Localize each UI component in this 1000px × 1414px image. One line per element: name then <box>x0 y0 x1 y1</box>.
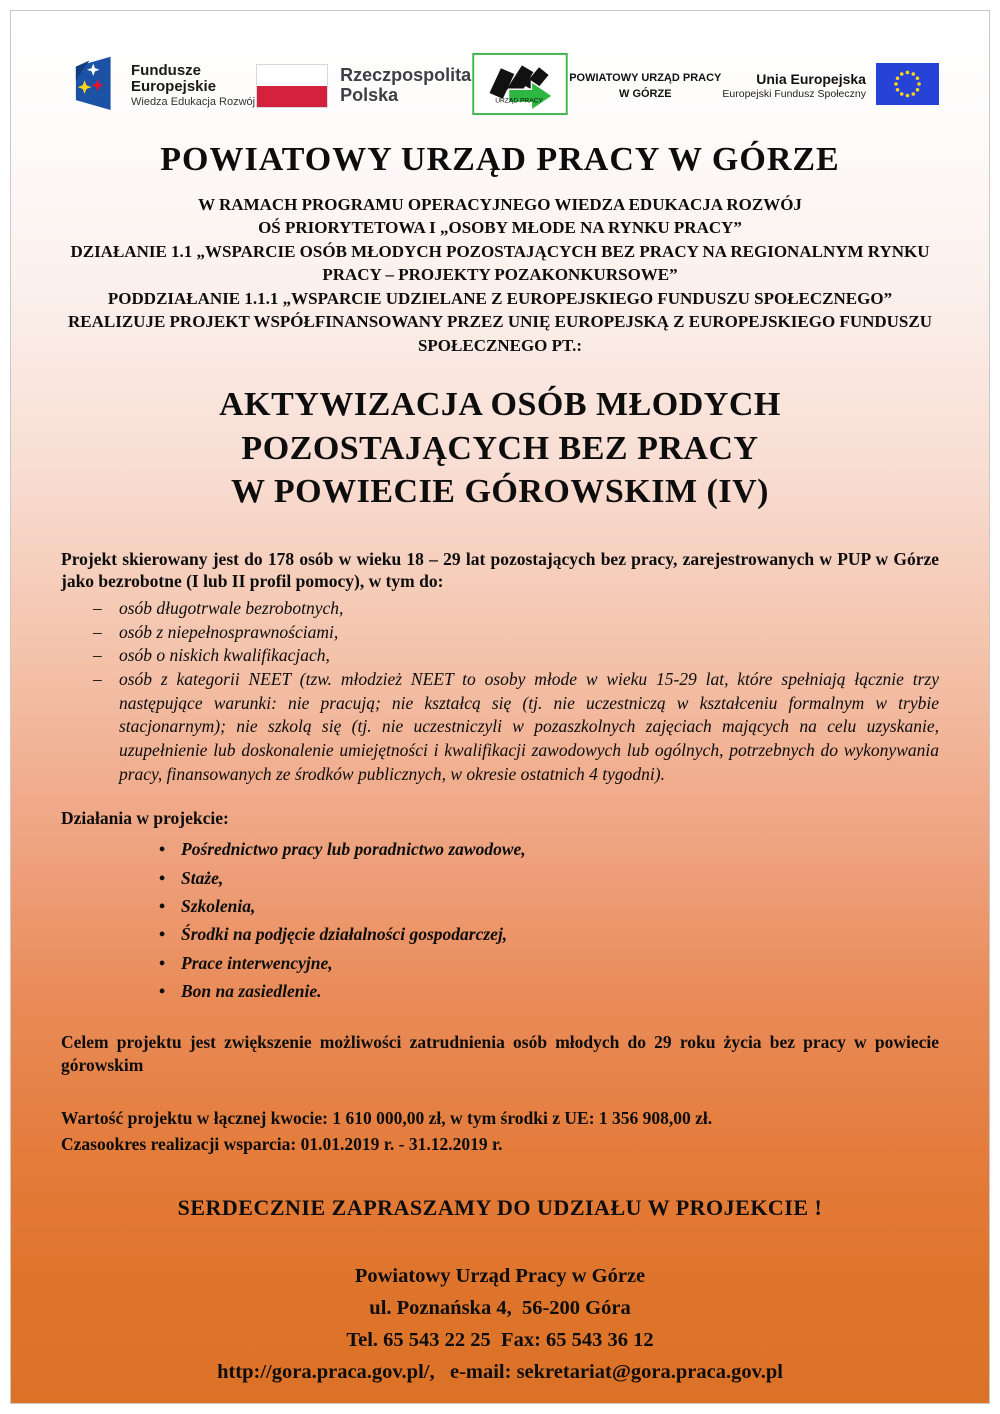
bullet-marker: • <box>159 867 166 888</box>
invitation-line: SERDECZNIE ZAPRASZAMY DO UDZIAŁU W PROJEKCIE ! <box>177 1195 823 1221</box>
project-title-line: POZOSTAJĄCYCH BEZ PRACY <box>241 429 759 467</box>
office-line1: POWIATOWY URZĄD PRACY <box>569 71 722 84</box>
contact-phone-fax: Tel. 65 543 22 25 Fax: 65 543 36 12 <box>346 1328 654 1351</box>
project-value-line: Wartość projektu w łącznej kwocie: 1 610 000,00 zł, w tym środki z UE: 1 356 908,00 zł. <box>61 1107 713 1128</box>
eu-funds-flag-icon <box>61 53 123 120</box>
target-group-text: osób z niepełnosprawnościami, <box>119 621 339 642</box>
activity-item <box>61 920 939 948</box>
intro-paragraph: Projekt skierowany jest do 178 osób w wieku 18 – 29 lat pozostających bez pracy, zarejestrowanych w PUP w Górze jako bezrobotne (I lub II profil pomocy), w tym do: <box>61 548 939 592</box>
project-title-line: W POWIECIE GÓROWSKIM (IV) <box>231 473 769 511</box>
target-group-text: osób długotrwale bezrobotnych, <box>119 598 344 619</box>
target-group-text: osób o niskich kwalifikacjach, <box>119 645 330 666</box>
urzad-pracy-icon <box>472 53 568 120</box>
eu-flag-icon <box>876 63 939 110</box>
program-block <box>61 193 939 357</box>
activity-text: Szkolenia, <box>181 895 256 916</box>
dash-marker: – <box>93 645 102 666</box>
dash-marker: – <box>93 598 102 619</box>
urzad-pracy-logo <box>472 53 568 120</box>
dash-marker: – <box>93 621 102 642</box>
eu-subtitle: Europejski Fundusz Społeczny <box>722 88 866 101</box>
dash-marker: – <box>93 669 102 690</box>
rzeczpospolita-polska-logo <box>256 64 471 108</box>
eu-text <box>722 71 866 100</box>
bullet-marker: • <box>159 895 166 916</box>
value-block <box>61 1105 939 1158</box>
project-title <box>61 383 939 514</box>
activities-heading: Działania w projekcie: <box>61 808 229 829</box>
fe-title-line1: Fundusze <box>131 61 201 79</box>
contact-address: ul. Poznańska 4, 56-200 Góra <box>369 1297 631 1320</box>
program-line: DZIAŁANIE 1.1 „WSPARCIE OSÓB MŁODYCH POZOSTAJĄCYCH BEZ PRACY NA REGIONALNYM RYNKU PRACY – PROJEKTY POZAKONKURSOWE” <box>70 241 930 285</box>
contact-web-email: http://gora.praca.gov.pl/, e-mail: sekretariat@gora.praca.gov.pl <box>217 1360 783 1383</box>
activity-text: Staże, <box>181 867 224 888</box>
fe-title-line2: Europejskie <box>131 77 217 95</box>
unia-europejska-logo <box>722 63 939 110</box>
target-group-item <box>61 597 939 621</box>
activity-item <box>61 892 939 920</box>
bullet-marker: • <box>159 980 166 1001</box>
target-group-item <box>61 668 939 786</box>
poland-line2: Polska <box>340 85 399 105</box>
activity-text: Pośrednictwo pracy lub poradnictwo zawodowe, <box>181 839 526 860</box>
activity-item <box>61 949 939 977</box>
activity-text: Bon na zasiedlenie. <box>181 980 322 1001</box>
header-logos-row <box>61 53 939 119</box>
contact-block <box>61 1261 939 1388</box>
fe-subtitle: Wiedza Edukacja Rozwój <box>131 96 256 109</box>
office-name-text <box>569 70 721 103</box>
program-line: PODDZIAŁANIE 1.1.1 „WSPARCIE UDZIELANE Z EUROPEJSKIEGO FUNDUSZU SPOŁECZNEGO” <box>107 288 893 308</box>
poland-flag-icon <box>256 64 328 108</box>
activity-text: Środki na podjęcie działalności gospodarczej, <box>181 924 508 945</box>
program-line: REALIZUJE PROJEKT WSPÓŁFINANSOWANY PRZEZ UNIĘ EUROPEJSKĄ Z EUROPEJSKIEGO FUNDUSZU SPOŁECZNEGO PT.: <box>68 312 932 355</box>
bullet-marker: • <box>159 924 166 945</box>
activities-list <box>61 835 939 1005</box>
page-title: POWIATOWY URZĄD PRACY W GÓRZE <box>160 141 840 178</box>
program-line: W RAMACH PROGRAMU OPERACYJNEGO WIEDZA EDUKACJA ROZWÓJ <box>198 195 802 214</box>
activity-item <box>61 835 939 863</box>
office-line2: W GÓRZE <box>619 88 672 100</box>
fundusze-europejskie-logo <box>61 53 255 120</box>
target-group-text: osób z kategorii NEET (tzw. młodzież NEET to osoby młode w wieku 15-29 lat, które spełniają łącznie trzy następujące warunki: nie pracują; nie kształcą się (tj. nie uczestniczą w kształceniu formalnym w trybie stacjonarnym); nie szkolą się (tj. nie uczestniczyli w pozaszkolnych zajęciach mających na celu uzyskanie, uzupełnienie lub doskonalenie umiejętności i kwalifikacji zawodowych lub ogólnych, potrzebnych do wykonywania pracy, finansowanych ze środków publicznych, w okresie ostatnich 4 tygodni). <box>119 669 939 784</box>
goal-paragraph: Celem projektu jest zwiększenie możliwości zatrudnienia osób młodych do 29 roku życia bez pracy w powiecie górowskim <box>61 1032 939 1076</box>
activity-text: Prace interwencyjne, <box>181 952 333 973</box>
target-group-item <box>61 644 939 668</box>
fundusze-europejskie-text <box>131 63 255 109</box>
bullet-marker: • <box>159 839 166 860</box>
poland-line1: Rzeczpospolita <box>340 65 472 86</box>
poland-text <box>340 66 471 106</box>
eu-title: Unia Europejska <box>756 71 866 88</box>
project-period-line: Czasookres realizacji wsparcia: 01.01.2019 r. - 31.12.2019 r. <box>61 1134 503 1155</box>
urzad-pracy-label: URZĄD PRACY <box>495 97 544 105</box>
activity-item <box>61 864 939 892</box>
contact-name: Powiatowy Urząd Pracy w Górze <box>354 1265 646 1288</box>
program-line: OŚ PRIORYTETOWA I „OSOBY MŁODE NA RYNKU PRACY” <box>258 218 742 238</box>
target-group-item <box>61 621 939 645</box>
bullet-marker: • <box>159 952 166 973</box>
activity-item <box>61 977 939 1005</box>
poster-sheet <box>10 10 990 1404</box>
project-title-line: AKTYWIZACJA OSÓB MŁODYCH <box>219 386 781 424</box>
target-group-list <box>61 597 939 786</box>
